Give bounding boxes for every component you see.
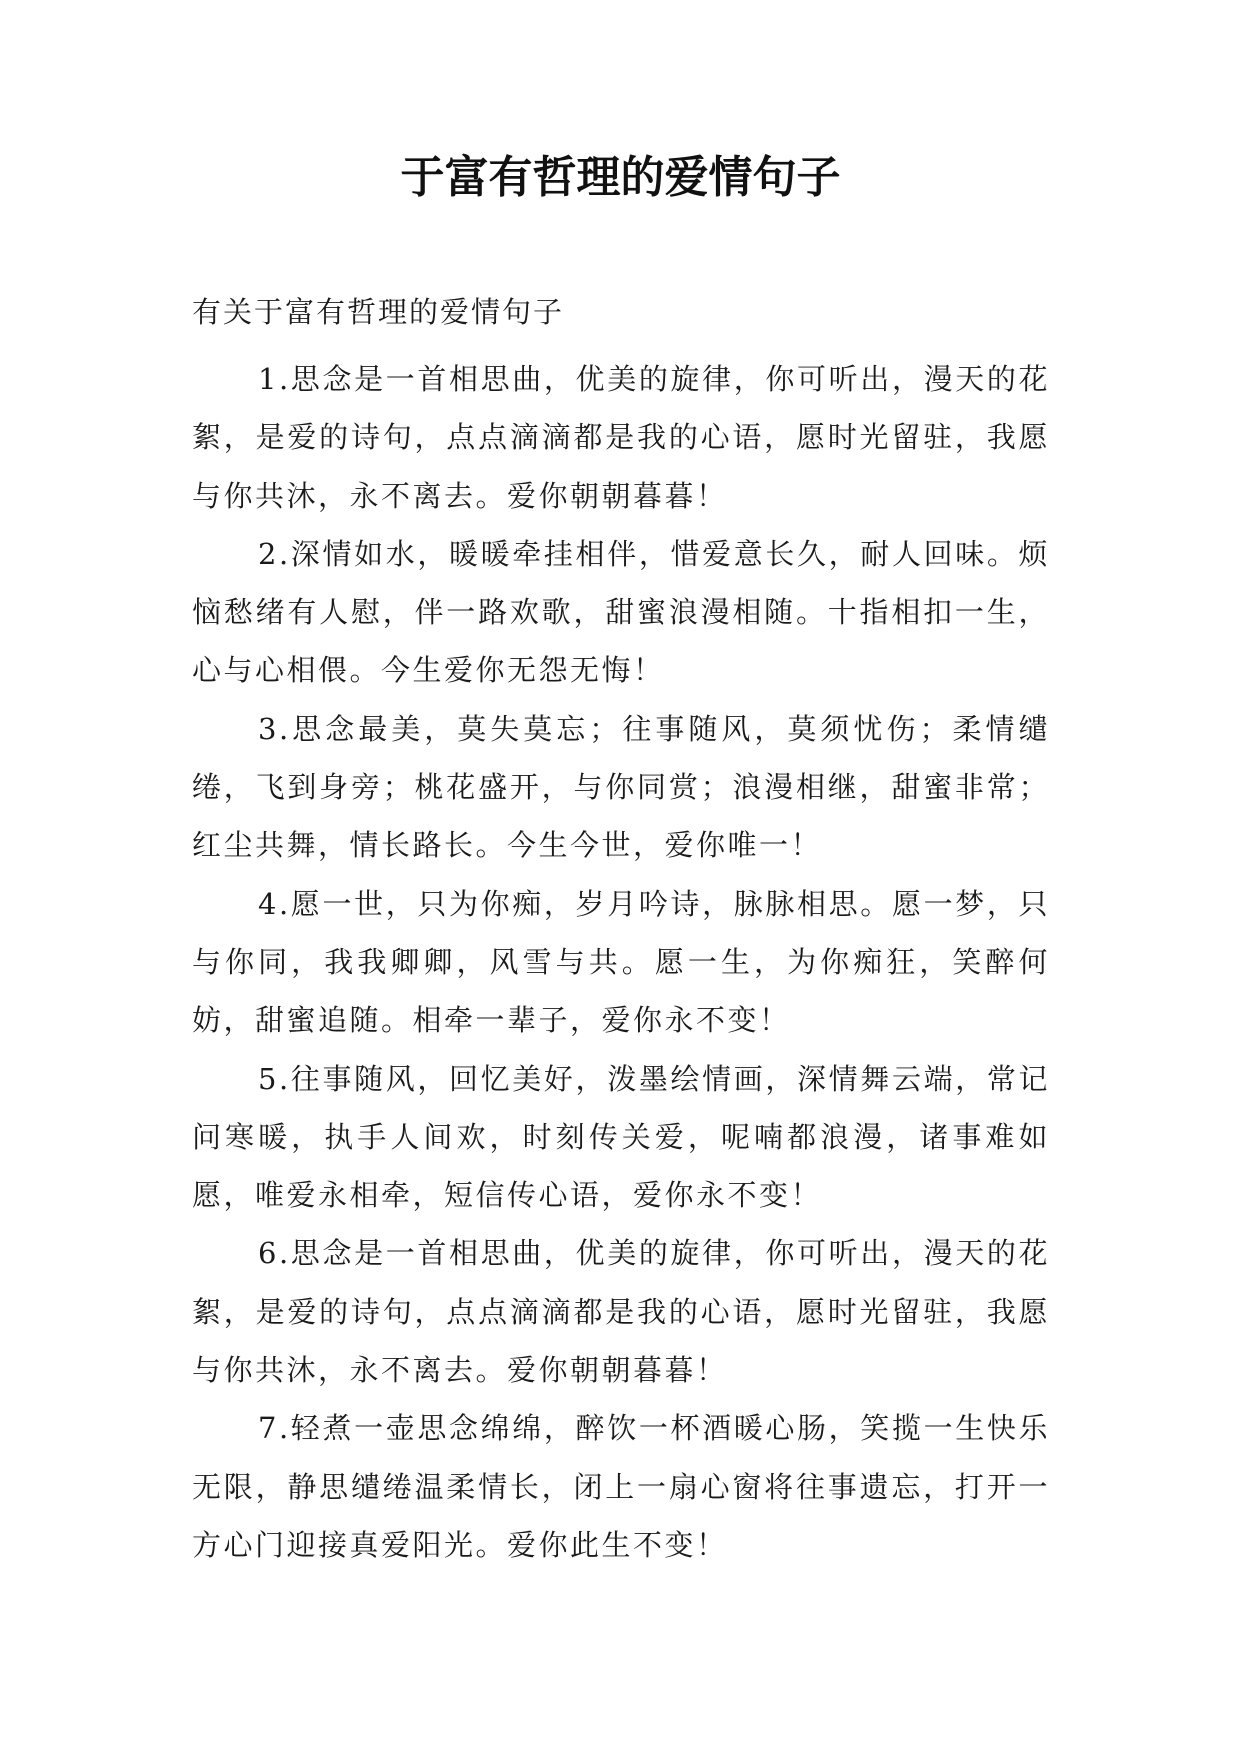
paragraph-6: 6.思念是一首相思曲，优美的旋律，你可听出，漫天的花絮，是爱的诗句，点点滴滴都是我的心语，愿时光留驻，我愿与你共沐，永不离去。爱你朝朝暮暮！ xyxy=(192,1236,1050,1388)
paragraph-1: 1.思念是一首相思曲，优美的旋律，你可听出，漫天的花絮，是爱的诗句，点点滴滴都是我的心语，愿时光留驻，我愿与你共沐，永不离去。爱你朝朝暮暮！ xyxy=(192,362,1050,513)
document-subtitle: 有关于富有哲理的爱情句子 xyxy=(192,295,565,329)
paragraph-4: 4.愿一世，只为你痴，岁月吟诗，脉脉相思。愿一梦，只与你同，我我卿卿，风雪与共。愿一生，为你痴狂，笑醉何妨，甜蜜追随。相牵一辈子，爱你永不变！ xyxy=(192,886,1050,1038)
paragraph-5: 5.往事随风，回忆美好，泼墨绘情画，深情舞云端，常记问寒暖，执手人间欢，时刻传关爱，呢喃都浪漫，诸事难如愿，唯爱永相牵，短信传心语，爱你永不变！ xyxy=(192,1061,1050,1213)
paragraph-7: 7.轻煮一壶思念绵绵，醉饮一杯酒暖心肠，笑揽一生快乐无限，静思缱绻温柔情长，闭上一扇心窗将往事遗忘，打开一方心门迎接真爱阳光。爱你此生不变！ xyxy=(192,1411,1050,1562)
document-body xyxy=(192,350,1050,1574)
document-title: 于富有哲理的爱情句子 xyxy=(400,152,841,203)
paragraph-3: 3.思念最美，莫失莫忘；往事随风，莫须忧伤；柔情缱绻，飞到身旁；桃花盛开，与你同赏；浪漫相继，甜蜜非常；红尘共舞，情长路长。今生今世，爱你唯一！ xyxy=(192,711,1050,863)
paragraph-2: 2.深情如水，暖暖牵挂相伴，惜爱意长久，耐人回味。烦恼愁绪有人慰，伴一路欢歌，甜蜜浪漫相随。十指相扣一生，心与心相偎。今生爱你无怨无悔！ xyxy=(192,536,1050,688)
